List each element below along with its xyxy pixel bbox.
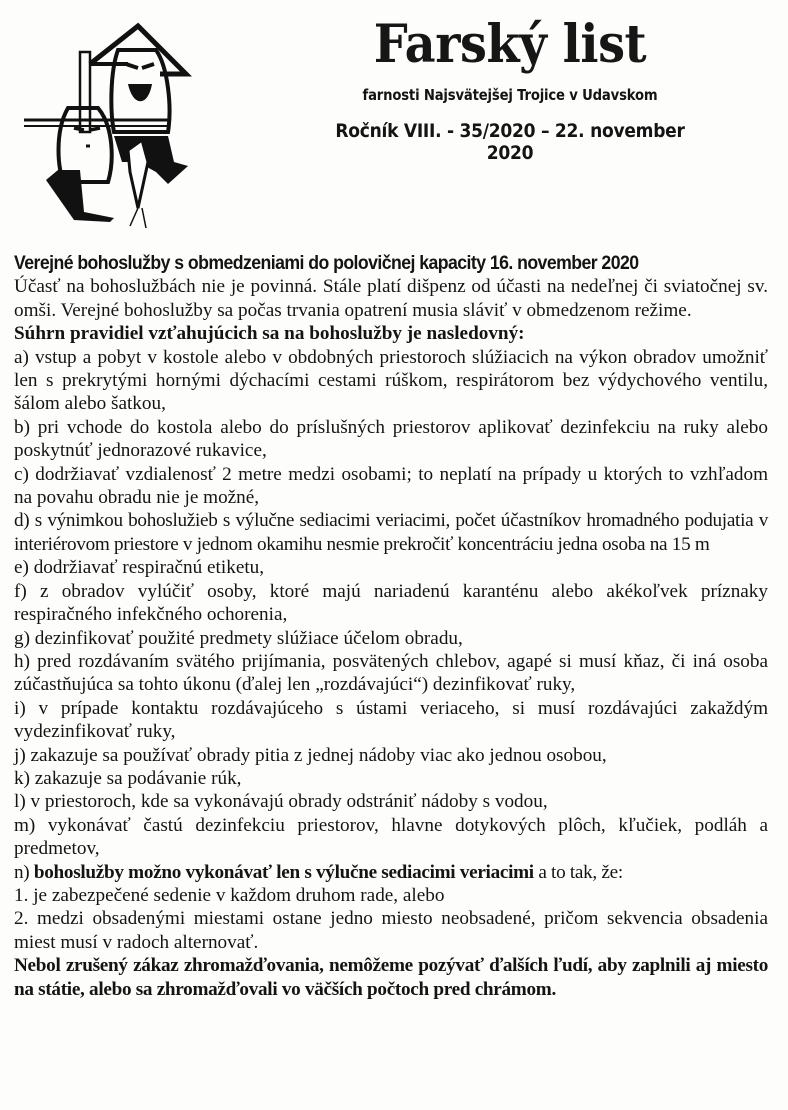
article (14, 252, 768, 1001)
rule-item: i) v prípade kontaktu rozdávajúceho s ústami veriaceho, si musí rozdávajúci zakaždým vydezinfikovať ruky, (14, 697, 768, 743)
parish-name: farnosti Najsvätejšej Trojice v Udavskom (362, 86, 658, 104)
rule-item-n (14, 861, 768, 884)
masthead (300, 14, 720, 164)
closing-note: Nebol zrušený zákaz zhromažďovania, nemôžeme pozývať ďalších ľudí, aby zaplnili aj miesto na státie, alebo sa zhromažďovali vo väčších počtoch pred chrámom. (14, 955, 768, 1000)
rule-item: f) z obradov vylúčiť osoby, ktoré majú nariadenú karanténu alebo akékoľvek príznaky respiračného infekčného ochorenia, (14, 580, 768, 626)
rule-item: c) dodržiavať vzdialenosť 2 metre medzi osobami; to neplatí na prípady u ktorých to vzhľadom na povahu obradu nie je možné, (14, 463, 768, 509)
rule-item: e) dodržiavať respiračnú etiketu, (14, 557, 265, 579)
rule-n-prefix: n) (14, 861, 34, 883)
rule-n-suffix: a to tak, že: (533, 861, 623, 883)
sub-rule-item: 2. medzi obsadenými miestami ostane jedno miesto neobsadené, pričom sekvencia obsadenia miest musí v radoch alternovať. (14, 908, 768, 953)
holy-trinity-logo (18, 12, 198, 230)
rule-item: b) pri vchode do kostola alebo do príslušných priestorov aplikovať dezinfekciu na ruky alebo poskytnúť jednorazové rukavice, (14, 416, 768, 462)
rule-item: h) pred rozdávaním svätého prijímania, posvätených chlebov, agapé si musí kňaz, či iná osoba zúčastňujúca sa tohto úkonu (ďalej len „rozdávajúci“) dezinfikovať ruky, (14, 650, 768, 696)
article-headline: Verejné bohoslužby s obmedzeniami do polovičnej kapacity 16. november 2020 (14, 253, 639, 274)
rule-item: j) zakazuje sa používať obrady pitia z jednej nádoby viac ako jednou osobou, (14, 744, 607, 766)
article-intro: Účasť na bohoslužbách nie je povinná. Stále platí dišpenz od účasti na nedeľnej či sviatočnej sv. omši. Verejné bohoslužby sa počas trvania opatrení musia sláviť v obmedzenom režime. (14, 276, 768, 321)
bulletin-title: Farský list (373, 14, 647, 75)
rule-item: m) vykonávať častú dezinfekciu priestorov, hlavne dotykových plôch, kľučiek, podláh a predmetov, (14, 814, 768, 860)
issue-info: Ročník VIII. - 35/2020 – 22. november 2020 (335, 120, 685, 164)
rule-item: d) s výnimkou bohoslužieb s výlučne sediacimi veriacimi, počet účastníkov hromadného podujatia v interiérovom priestore v jednom okamihu nesmie prekročiť koncentráciu jedna osoba na 15 m (14, 510, 768, 555)
rule-item: l) v priestoroch, kde sa vykonávajú obrady odstrániť nádoby s vodou, (14, 791, 548, 813)
sub-rule-item: 1. je zabezpečené sedenie v každom druhom rade, alebo (14, 884, 445, 906)
rule-item: g) dezinfikovať použité predmety slúžiace účelom obradu, (14, 627, 463, 649)
rule-n-bold: bohoslužby možno vykonávať len s výlučne sediacimi veriacimi (33, 861, 534, 883)
rule-item: k) zakazuje sa podávanie rúk, (14, 767, 242, 789)
rules-heading: Súhrn pravidiel vzťahujúcich sa na bohoslužby je nasledovný: (14, 323, 525, 345)
rule-item: a) vstup a pobyt v kostole alebo v obdobných priestoroch slúžiacich na výkon obradov umožniť len s prekrytými hornými dýchacími cestami rúškom, respirátorom bez výdychového ventilu, šálom alebo šatkou, (14, 346, 768, 415)
